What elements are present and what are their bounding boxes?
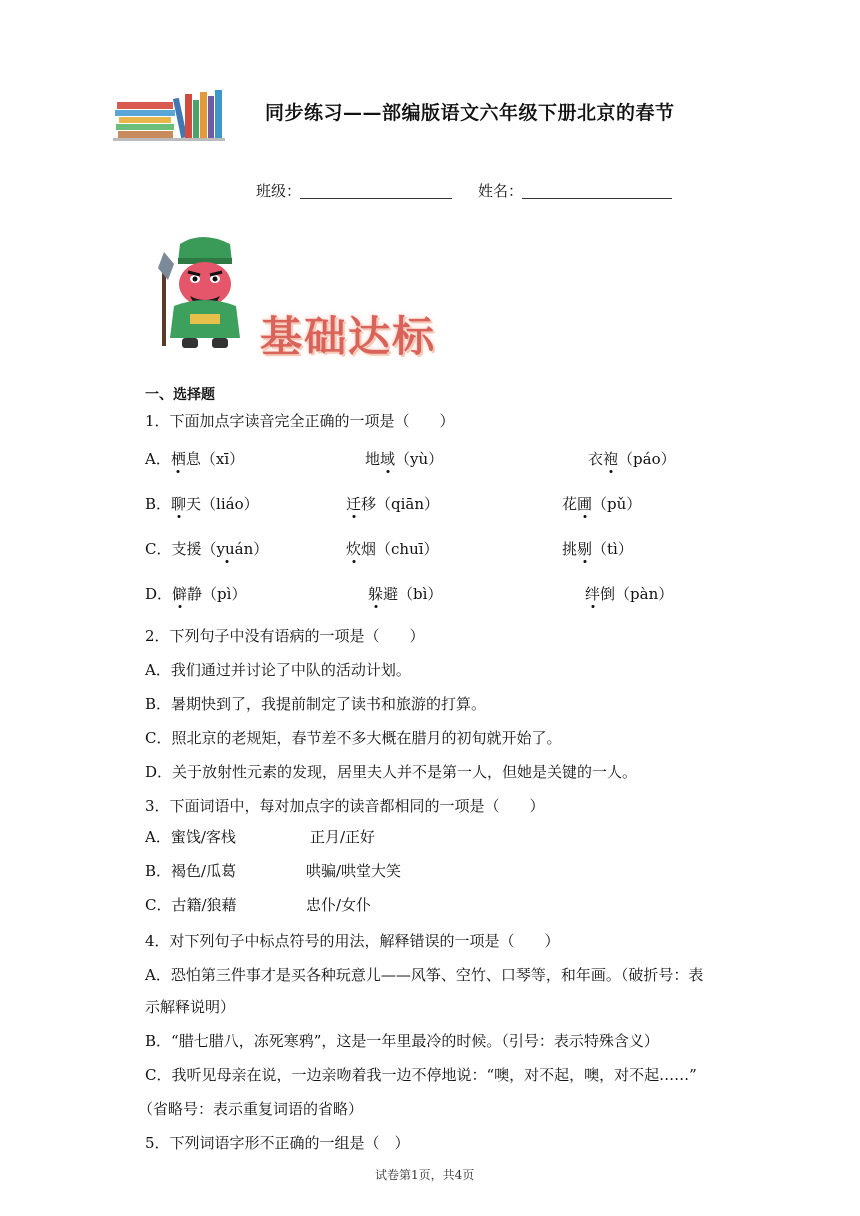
q4-option-c-cont: （省略号：表示重复词语的省略） <box>138 1100 364 1118</box>
q1-option-d-word-2: 躲避（bì） <box>368 585 443 603</box>
q3-option-c-pair-2: 忠仆/女仆 <box>306 896 372 914</box>
q1-option-d-word-3: 绊倒（pàn） <box>585 585 674 603</box>
q1-option-a-word-3: 衣袍（páo） <box>588 450 676 468</box>
q2-option-a[interactable]: A．我们通过并讨论了中队的活动计划。 <box>145 661 411 679</box>
q4-option-b[interactable]: B．“腊七腊八，冻死寒鸦”，这是一年里最冷的时候。（引号：表示特殊含义） <box>145 1032 659 1050</box>
q1-option-a-word-2: 地域（yù） <box>365 450 444 468</box>
q3-option-a[interactable]: A．蜜饯/客栈 <box>145 828 236 846</box>
question-4-stem: 4．对下列句子中标点符号的用法，解释错误的一项是（ ） <box>145 932 560 950</box>
q3-option-b-pair-2: 哄骗/哄堂大笑 <box>306 862 402 880</box>
q4-option-a[interactable]: A．恐怕第三件事才是买各种玩意儿——风筝、空竹、口琴等，和年画。（破折号：表 <box>145 966 704 984</box>
cartoon-character-icon <box>150 234 256 352</box>
question-5-stem: 5．下列词语字形不正确的一组是（ ） <box>145 1134 410 1152</box>
q1-option-c[interactable]: C．支援（yuán） <box>145 540 269 558</box>
q1-option-d[interactable]: D．僻静（pì） <box>145 585 247 603</box>
question-2-stem: 2．下列句子中没有语病的一项是（ ） <box>145 627 425 645</box>
q1-option-c-word-3: 挑剔（tì） <box>562 540 633 558</box>
question-1-stem: 1．下面加点字读音完全正确的一项是（ ） <box>145 412 455 430</box>
section-title: 一、选择题 <box>145 387 215 403</box>
q3-option-a-pair-2: 正月/正好 <box>310 828 376 846</box>
q2-option-d[interactable]: D．关于放射性元素的发现，居里夫人并不是第一人，但她是关键的一人。 <box>145 763 638 781</box>
class-label: 班级： <box>256 182 302 200</box>
q1-option-b-word-2: 迁移（qiān） <box>346 495 440 513</box>
name-label: 姓名： <box>478 182 524 200</box>
page-title: 同步练习——部编版语文六年级下册北京的春节 <box>265 102 675 124</box>
name-field[interactable] <box>522 180 672 199</box>
question-3-stem: 3．下面词语中，每对加点字的读音都相同的一项是（ ） <box>145 797 545 815</box>
q4-option-a-cont: 示解释说明） <box>145 998 236 1016</box>
page-footer: 试卷第1页，共4页 <box>375 1168 475 1182</box>
q2-option-b[interactable]: B．暑期快到了，我提前制定了读书和旅游的打算。 <box>145 695 487 713</box>
q3-option-b[interactable]: B．褐色/瓜葛 <box>145 862 237 880</box>
book-stack-logo <box>113 90 225 142</box>
q4-option-c[interactable]: C．我听见母亲在说，一边亲吻着我一边不停地说：“噢，对不起，噢，对不起……” <box>145 1066 697 1084</box>
q1-option-b[interactable]: B．聊天（liáo） <box>145 495 259 513</box>
q1-option-a[interactable]: A．栖息（xī） <box>145 450 245 468</box>
q3-option-c[interactable]: C．古籍/狼藉 <box>145 896 237 914</box>
q1-option-c-word-2: 炊烟（chuī） <box>346 540 439 558</box>
class-field[interactable] <box>300 180 452 199</box>
q2-option-c[interactable]: C．照北京的老规矩，春节差不多大概在腊月的初旬就开始了。 <box>145 729 562 747</box>
q1-option-b-word-3: 花圃（pǔ） <box>562 495 642 513</box>
basic-standard-banner: 基础达标 <box>260 312 437 361</box>
